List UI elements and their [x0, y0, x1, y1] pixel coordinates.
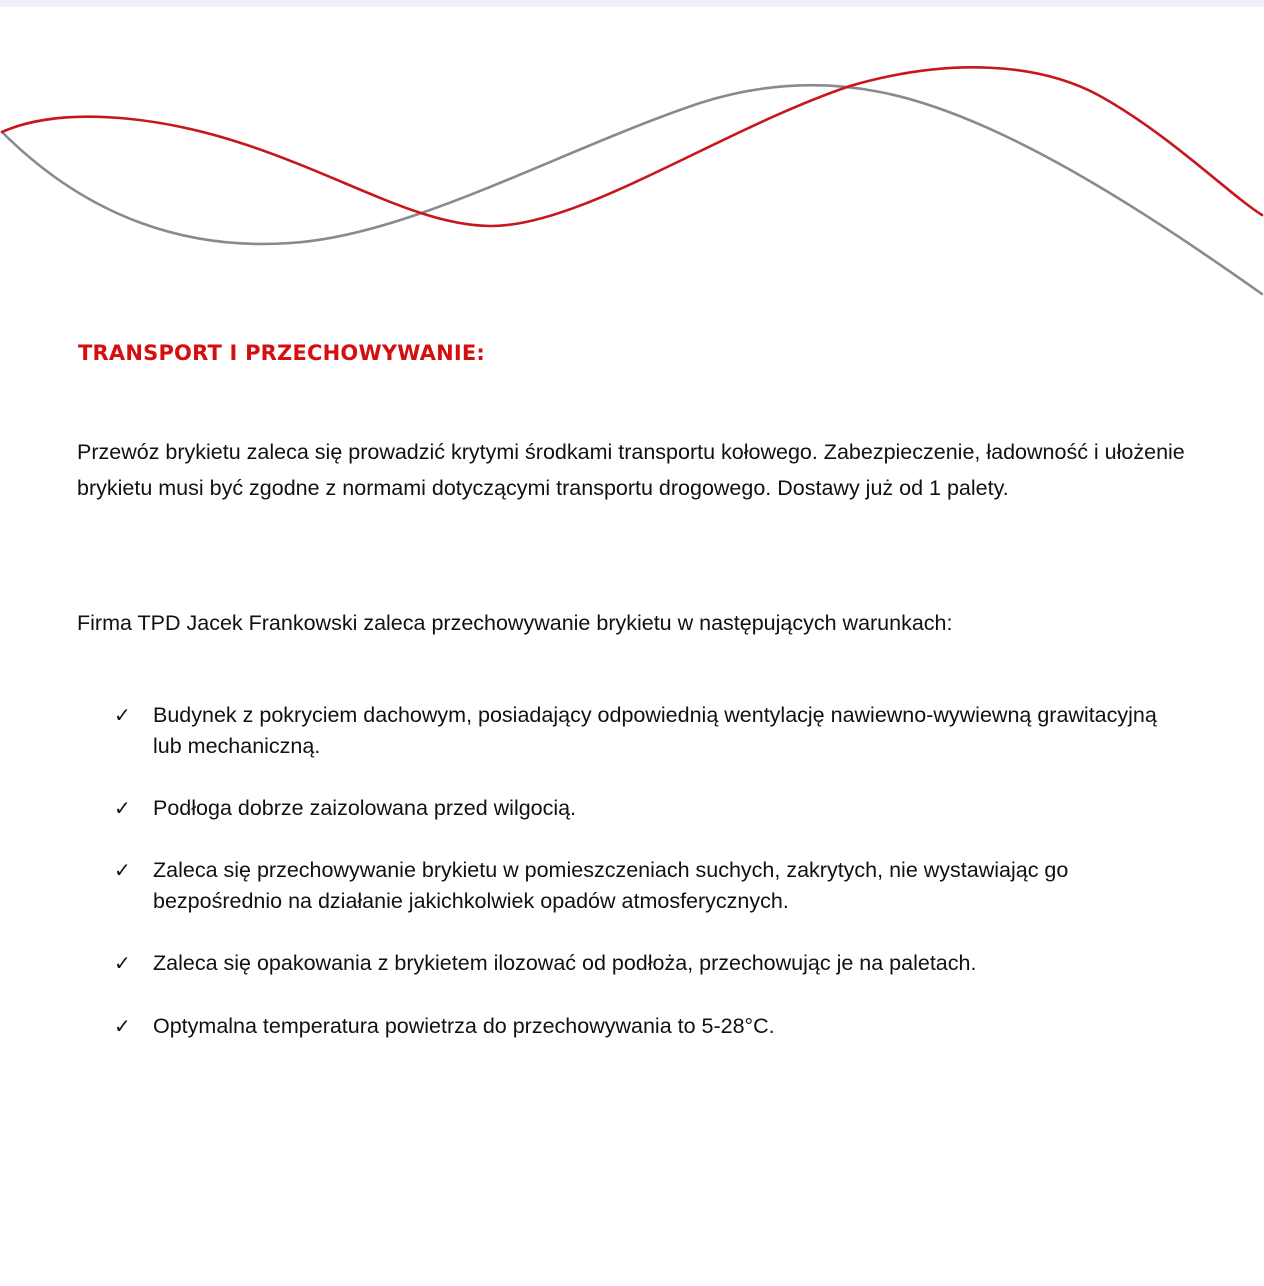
transport-paragraph: Przewóz brykietu zaleca się prowadzić krytymi środkami transportu kołowego. Zabezpieczenie, ładowność i ułożenie brykietu musi być zgodne z normami dotyczącymi transportu drogowego. Dostawy już od 1 palety.	[77, 440, 1185, 500]
decorative-waves	[0, 0, 1264, 310]
checkmark-icon: ✓	[114, 1014, 131, 1038]
gray-wave-line	[2, 85, 1262, 294]
storage-intro-paragraph: Firma TPD Jacek Frankowski zaleca przechowywanie brykietu w następujących warunkach:	[77, 611, 953, 635]
checkmark-icon: ✓	[114, 796, 131, 820]
list-item-text: Podłoga dobrze zaizolowana przed wilgocią.	[153, 796, 577, 820]
red-wave-line	[2, 67, 1262, 226]
list-item-text: Optymalna temperatura powietrza do przechowywania to 5-28°C.	[153, 1014, 775, 1038]
checkmark-icon: ✓	[114, 858, 131, 882]
list-item-text: Zaleca się przechowywanie brykietu w pomieszczeniach suchych, zakrytych, nie wystawiając go bezpośrednio na działanie jakichkolwiek opadów atmosferycznych.	[153, 858, 1069, 913]
checkmark-icon: ✓	[114, 951, 131, 975]
section-heading: TRANSPORT I PRZECHOWYWANIE:	[78, 341, 486, 365]
list-item-text: Zaleca się opakowania z brykietem ilozować od podłoża, przechowując je na paletach.	[153, 951, 977, 975]
list-item-text: Budynek z pokryciem dachowym, posiadający odpowiednią wentylację nawiewno-wywiewną grawitacyjną lub mechaniczną.	[153, 703, 1157, 758]
checkmark-icon: ✓	[114, 703, 131, 727]
